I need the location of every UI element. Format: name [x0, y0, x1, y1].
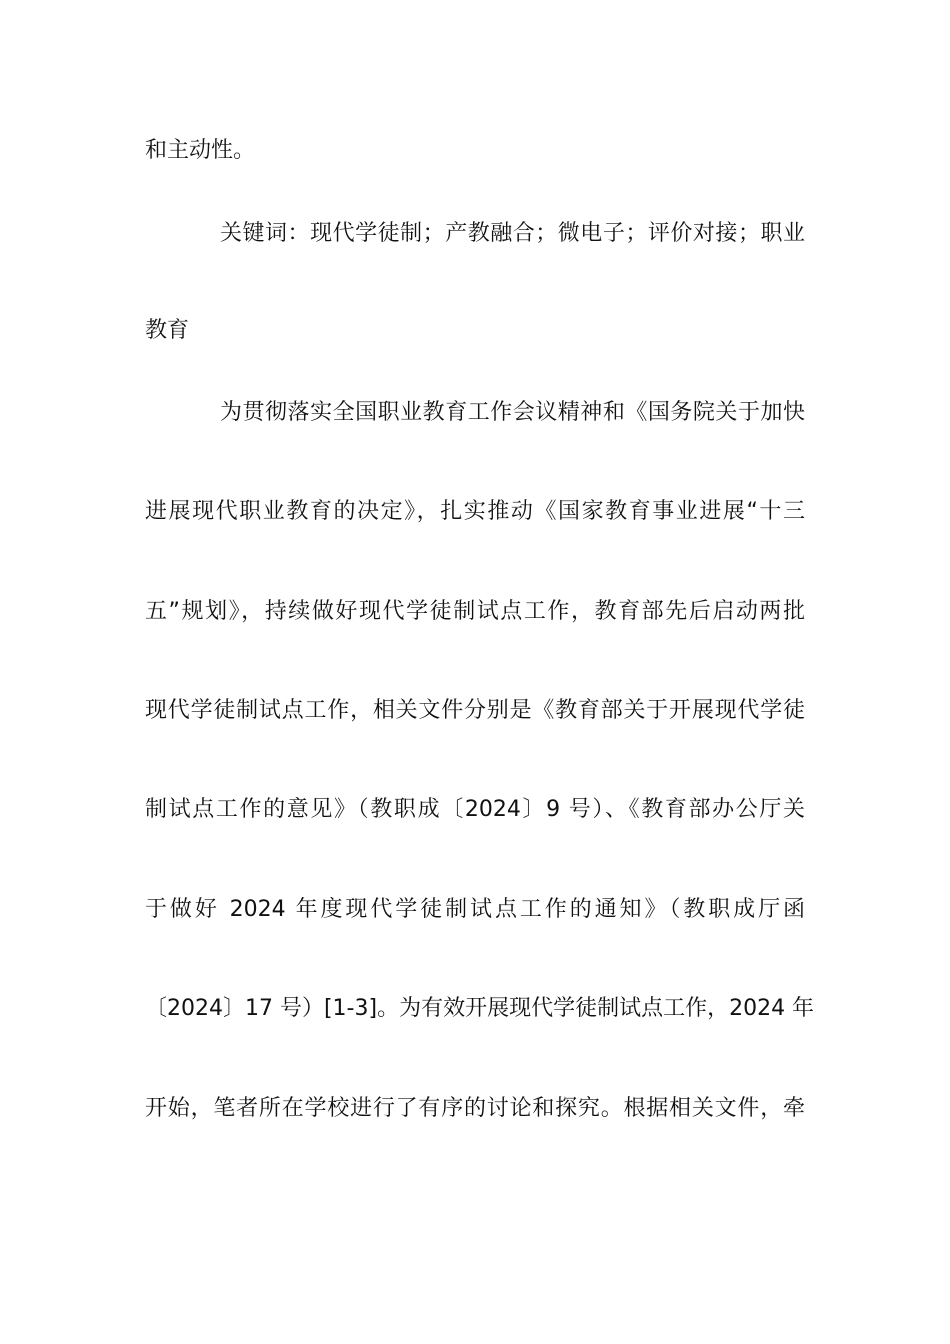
paragraph-line: 〔2024〕17 号）[1-3]。为有效开展现代学徒制试点工作，2024 年 [145, 996, 815, 1021]
paragraph-line: 进展现代职业教育的决定》，扎实推动《国家教育事业进展“十三 [145, 499, 805, 524]
paragraph-line: 制试点工作的意见》（教职成〔2024〕9 号）、《教育部办公厅关 [145, 797, 805, 822]
paragraph-line: 开始，笔者所在学校进行了有序的讨论和探究。根据相关文件，牵 [145, 1096, 805, 1121]
keywords-line: 关键词：现代学徒制；产教融合；微电子；评价对接；职业 [220, 221, 805, 246]
paragraph-line: 于做好 2024 年度现代学徒制试点工作的通知》（教职成厅函 [145, 897, 805, 922]
text-line-closing: 和主动性。 [145, 138, 256, 163]
paragraph-line: 现代学徒制试点工作，相关文件分别是《教育部关于开展现代学徒 [145, 698, 805, 723]
keywords-continuation: 教育 [145, 318, 190, 343]
paragraph-line: 为贯彻落实全国职业教育工作会议精神和《国务院关于加快 [220, 400, 805, 425]
paragraph-line: 五”规划》，持续做好现代学徒制试点工作，教育部先后启动两批 [145, 599, 805, 624]
